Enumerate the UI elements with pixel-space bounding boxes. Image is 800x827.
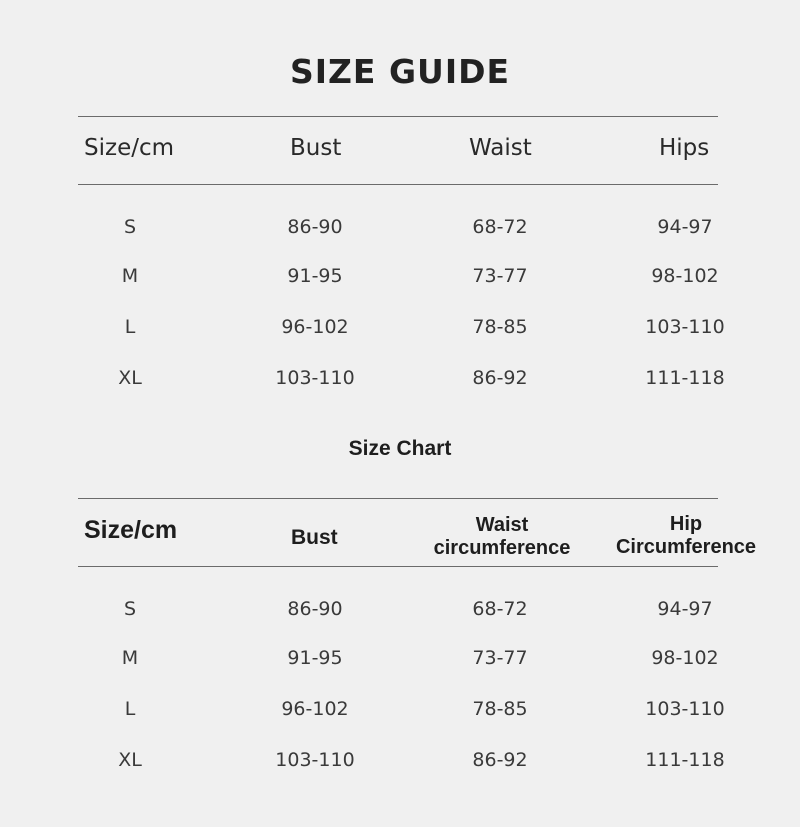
header-bust: Bust bbox=[291, 526, 338, 549]
cell-hips: 111-118 bbox=[645, 367, 725, 389]
header-size: Size/cm bbox=[84, 516, 178, 544]
header-waist-line2: circumference bbox=[433, 537, 571, 559]
table-top-divider bbox=[78, 498, 718, 499]
header-hip bbox=[612, 513, 760, 559]
cell-bust: 96-102 bbox=[281, 316, 349, 338]
cell-bust: 86-90 bbox=[287, 216, 343, 238]
cell-hips: 98-102 bbox=[651, 265, 719, 287]
cell-size: M bbox=[121, 265, 139, 287]
cell-waist: 68-72 bbox=[472, 216, 528, 238]
header-hip-line2: Circumference bbox=[615, 536, 757, 558]
cell-hips: 98-102 bbox=[651, 647, 719, 669]
cell-waist: 86-92 bbox=[472, 749, 528, 771]
cell-size: XL bbox=[118, 749, 142, 771]
header-hips: Hips bbox=[659, 135, 710, 161]
header-bust: Bust bbox=[290, 135, 342, 161]
cell-hips: 94-97 bbox=[657, 598, 713, 620]
page-title: SIZE GUIDE bbox=[289, 52, 511, 91]
header-waist-line1: Waist bbox=[475, 514, 529, 536]
cell-size: XL bbox=[118, 367, 142, 389]
cell-waist: 78-85 bbox=[472, 316, 528, 338]
cell-waist: 73-77 bbox=[472, 647, 528, 669]
cell-hips: 94-97 bbox=[657, 216, 713, 238]
header-divider bbox=[78, 184, 718, 185]
cell-hips: 103-110 bbox=[645, 316, 725, 338]
cell-size: L bbox=[124, 316, 136, 338]
cell-size: M bbox=[121, 647, 139, 669]
cell-waist: 73-77 bbox=[472, 265, 528, 287]
cell-waist: 78-85 bbox=[472, 698, 528, 720]
header-hip-line1: Hip bbox=[669, 513, 703, 535]
cell-bust: 91-95 bbox=[287, 647, 343, 669]
cell-bust: 103-110 bbox=[275, 367, 355, 389]
header-waist: Waist bbox=[469, 135, 532, 161]
cell-waist: 86-92 bbox=[472, 367, 528, 389]
header-size: Size/cm bbox=[84, 135, 175, 161]
cell-waist: 68-72 bbox=[472, 598, 528, 620]
cell-hips: 103-110 bbox=[645, 698, 725, 720]
cell-bust: 96-102 bbox=[281, 698, 349, 720]
cell-bust: 91-95 bbox=[287, 265, 343, 287]
header-divider bbox=[78, 566, 718, 567]
cell-size: S bbox=[123, 216, 137, 238]
cell-hips: 111-118 bbox=[645, 749, 725, 771]
table-top-divider bbox=[78, 116, 718, 117]
header-waist bbox=[432, 514, 572, 560]
cell-bust: 103-110 bbox=[275, 749, 355, 771]
cell-bust: 86-90 bbox=[287, 598, 343, 620]
section-subtitle: Size Chart bbox=[348, 437, 452, 460]
cell-size: L bbox=[124, 698, 136, 720]
cell-size: S bbox=[123, 598, 137, 620]
